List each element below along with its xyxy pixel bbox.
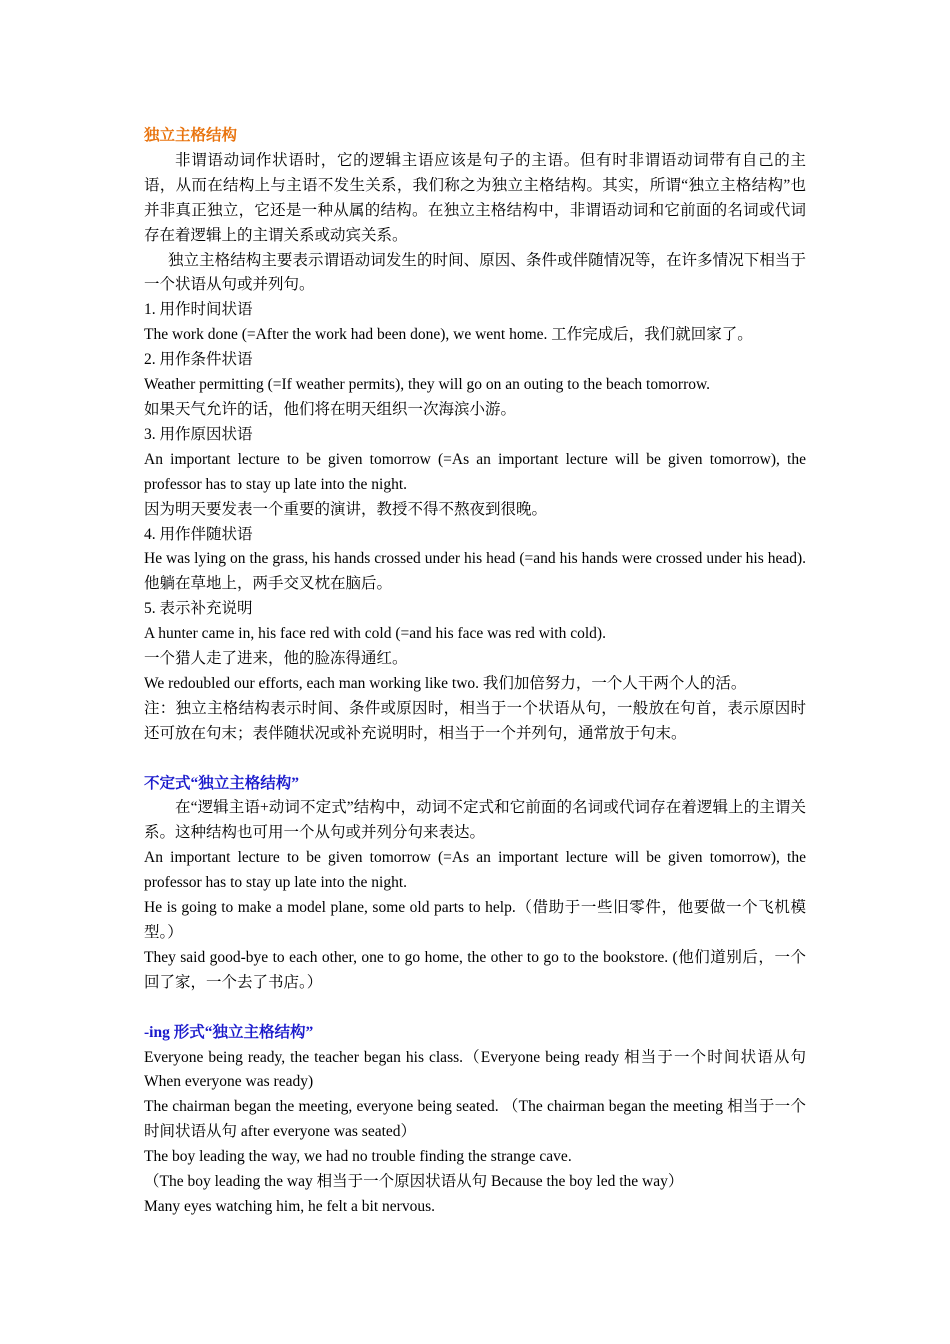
section-heading-ing-form: -ing 形式“独立主格结构” xyxy=(144,1023,314,1041)
section-spacer xyxy=(144,996,806,1021)
example-sentence: A hunter came in, his face red with cold (=and his face was red with cold). xyxy=(144,625,606,643)
example-sentence: The work done (=After the work had been done), we went home. 工作完成后，我们就回家了。 xyxy=(144,326,753,344)
example-translation: 一个猎人走了进来，他的脸冻得通红。 xyxy=(144,650,408,668)
example-translation: 如果天气允许的话，他们将在明天组织一次海滨小游。 xyxy=(144,400,517,418)
example-sentence: He was lying on the grass, his hands crossed under his head (=and his hands were crossed under his head). 他躺在草地上，两手交叉枕在脑后。 xyxy=(144,550,806,593)
usage-label-reason: 3. 用作原因状语 xyxy=(144,425,253,443)
usage-label-condition: 2. 用作条件状语 xyxy=(144,351,253,369)
example-note: （The boy leading the way 相当于一个原因状语从句 Because the boy led the way） xyxy=(144,1173,684,1191)
example-sentence: Weather permitting (=If weather permits), they will go on an outing to the beach tomorrow. xyxy=(144,376,711,394)
example-sentence: An important lecture to be given tomorrow (=As an important lecture will be given tomorrow), the professor has to stay up late into the night. xyxy=(144,450,806,493)
section-spacer xyxy=(144,747,806,772)
example-sentence: The chairman began the meeting, everyone being seated. （The chairman began the meeting 相当于一个时间状语从句 after everyone was seated） xyxy=(144,1098,806,1141)
usage-label-time: 1. 用作时间状语 xyxy=(144,301,253,319)
section-heading-infinitive: 不定式“独立主格结构” xyxy=(144,774,300,792)
paragraph-infinitive-intro: 在“逻辑主语+动词不定式”结构中，动词不定式和它前面的名词或代词存在着逻辑上的主谓关系。这种结构也可用一个从句或并列分句来表达。 xyxy=(144,799,806,842)
paragraph-intro: 非谓语动词作状语时，它的逻辑主语应该是句子的主语。但有时非谓语动词带有自己的主语，从而在结构上与主语不发生关系，我们称之为独立主格结构。其实，所谓“独立主格结构”也并非真正独立，它还是一种从属的结构。在独立主格结构中，非谓语动词和它前面的名词或代词存在着逻辑上的主谓关系或动宾关系。 xyxy=(144,151,806,244)
usage-label-accompanying: 4. 用作伴随状语 xyxy=(144,525,253,543)
example-sentence: They said good-bye to each other, one to go home, the other to go to the bookstore. (他们道别后，一个回了家，一个去了书店。） xyxy=(144,948,806,991)
example-translation: 因为明天要发表一个重要的演讲，教授不得不熬夜到很晚。 xyxy=(144,500,548,518)
example-sentence: Many eyes watching him, he felt a bit nervous. xyxy=(144,1197,435,1215)
example-sentence: The boy leading the way, we had no trouble finding the strange cave. xyxy=(144,1148,572,1166)
note-paragraph: 注：独立主格结构表示时间、条件或原因时，相当于一个状语从句，一般放在句首，表示原因时还可放在句末；表伴随状况或补充说明时，相当于一个并列句，通常放于句末。 xyxy=(144,699,806,742)
example-sentence: Everyone being ready, the teacher began his class.（Everyone being ready 相当于一个时间状语从句 When everyone was ready) xyxy=(144,1048,806,1091)
paragraph-usage-summary: 独立主格结构主要表示谓语动词发生的时间、原因、条件或伴随情况等，在许多情况下相当于一个状语从句或并列句。 xyxy=(144,251,806,294)
section-heading-absolute-construction: 独立主格结构 xyxy=(144,127,238,144)
example-sentence: We redoubled our efforts, each man working like two. 我们加倍努力，一个人干两个人的活。 xyxy=(144,674,747,692)
example-sentence: An important lecture to be given tomorrow (=As an important lecture will be given tomorrow), the professor has to stay up late into the night. xyxy=(144,849,806,892)
example-sentence: He is going to make a model plane, some old parts to help.（借助于一些旧零件，他要做一个飞机模型。） xyxy=(144,899,806,941)
document-body xyxy=(144,124,806,1220)
usage-label-supplement: 5. 表示补充说明 xyxy=(144,600,253,618)
